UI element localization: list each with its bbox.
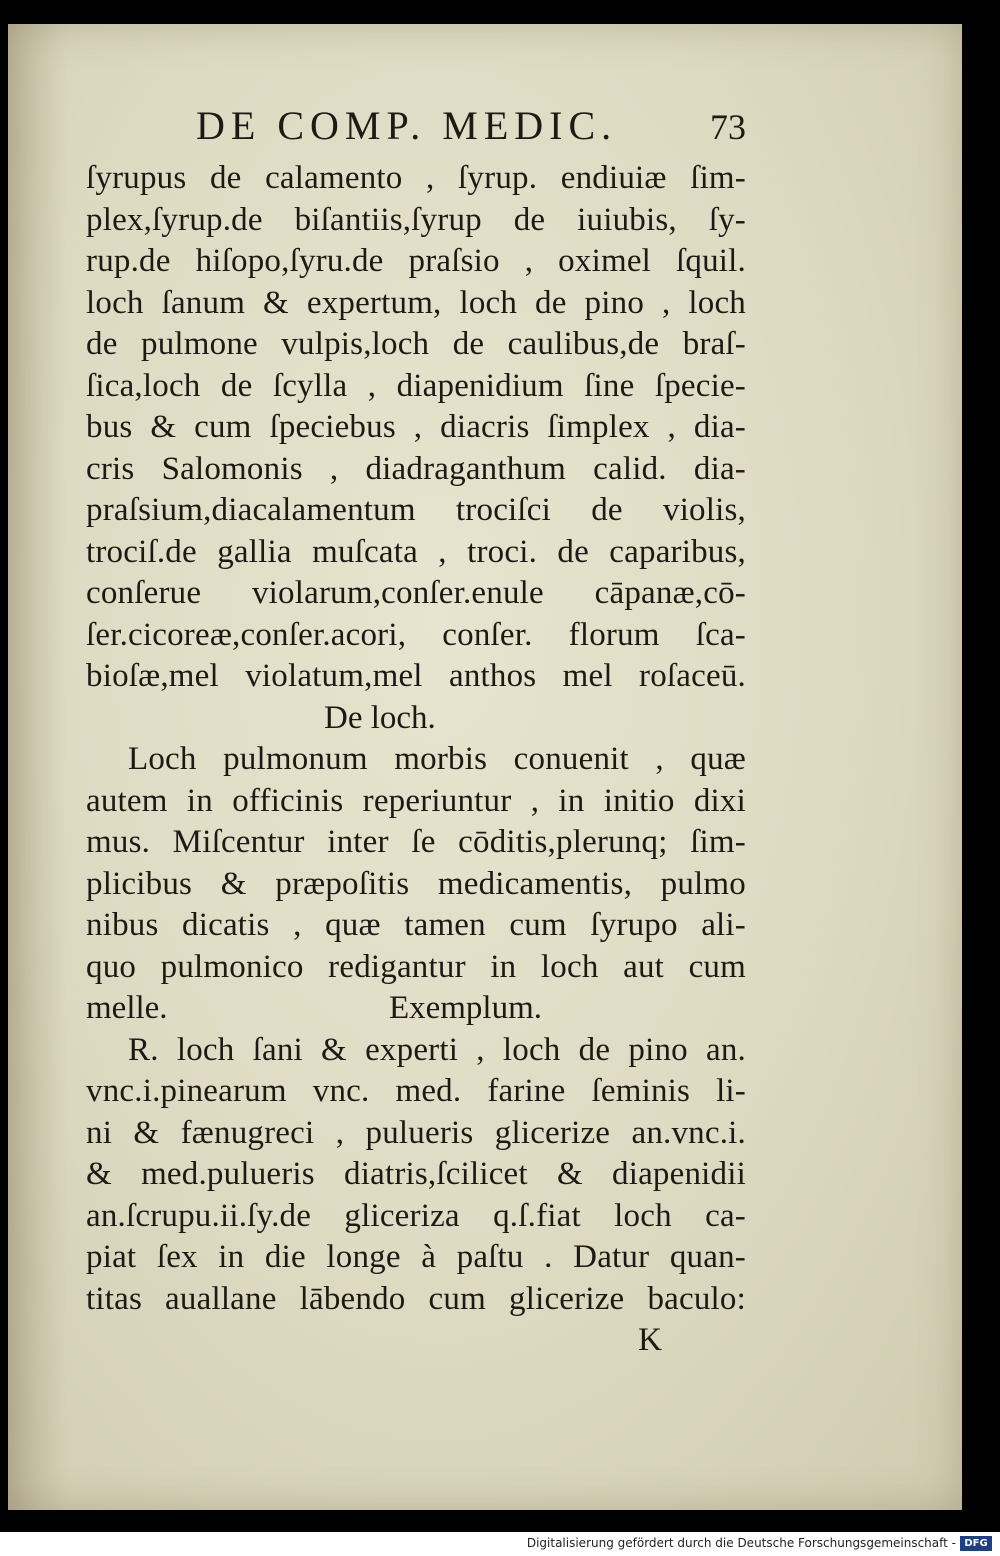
running-head: [86, 102, 746, 158]
text-line: ſer.cicoreæ,conſer.acori, conſer. florum ſca-: [86, 616, 746, 653]
gutter-shadow: [8, 24, 68, 1510]
text-line: Loch pulmonum morbis conuenit , quæ: [128, 741, 746, 777]
section-heading-exemplum: Exemplum.: [388, 990, 542, 1026]
page-number: 73: [710, 107, 746, 147]
text-line-end: melle.: [86, 990, 168, 1026]
footer-credit: Digitalisierung gefördert durch die Deutsche Forschungsgemeinschaft -: [526, 1536, 956, 1550]
text-line: titas auallane lābendo cum glicerize baculo:: [86, 1280, 746, 1317]
text-line: trociſ.de gallia muſcata , troci. de caparibus,: [86, 533, 746, 570]
text-line: ſica,loch de ſcylla , diapenidium ſine ſpecie-: [86, 367, 746, 404]
footer-bar: [0, 1532, 1000, 1556]
text-line: plicibus & præpoſitis medicamentis, pulmo: [86, 865, 746, 902]
text-line: conſerue violarum,conſer.enule cāpanæ,cō-: [86, 575, 746, 611]
text-line: bus & cum ſpeciebus , diacris ſimplex , dia-: [86, 409, 746, 445]
section-heading-loch: De loch.: [324, 699, 436, 736]
text-line: nibus dicatis , quæ tamen cum ſyrupo ali-: [86, 907, 746, 943]
text-line: rup.de hiſopo,ſyru.de praſsio , oximel ſquil.: [86, 243, 746, 279]
text-line: de pulmone vulpis,loch de caulibus,de braſ-: [86, 326, 746, 362]
signature-mark: K: [638, 1322, 662, 1358]
text-line: bioſæ,mel violatum,mel anthos mel roſaceū.: [86, 658, 746, 694]
text-line-with-heading: [86, 988, 746, 1030]
text-line: cris Salomonis , diadraganthum calid. dia-: [86, 450, 746, 487]
book-page: [8, 24, 962, 1510]
text-line: autem in officinis reperiuntur , in initio dixi: [86, 782, 746, 819]
text-line: quo pulmonico redigantur in loch aut cum: [86, 948, 746, 985]
text-line: praſsium,diacalamentum trociſci de violis,: [86, 492, 746, 528]
text-line: loch ſanum & expertum, loch de pino , loch: [86, 284, 746, 321]
text-line: R. loch ſani & experti , loch de pino an.: [128, 1031, 746, 1068]
dfg-logo-icon: DFG: [960, 1536, 992, 1551]
text-line: piat ſex in die longe à paſtu . Datur quan-: [86, 1239, 746, 1275]
text-line: an.ſcrupu.ii.ſy.de gliceriza q.ſ.fiat loch ca-: [86, 1197, 746, 1234]
text-line: vnc.i.pinearum vnc. med. farine ſeminis li-: [86, 1073, 746, 1109]
running-title: DE COMP. MEDIC.: [196, 103, 618, 148]
text-line: plex,ſyrup.de biſantiis,ſyrup de iuiubis, ſy-: [86, 201, 746, 238]
text-line: mus. Miſcentur inter ſe cōditis,plerunq; ſim-: [86, 824, 746, 860]
text-line: & med.pulueris diatris,ſcilicet & diapenidii: [86, 1156, 746, 1192]
text-line: ſyrupus de calamento , ſyrup. endiuiæ ſim-: [86, 160, 746, 196]
text-line: ni & fænugreci , pulueris glicerize an.vnc.i.: [86, 1114, 746, 1151]
page-text-block: [86, 102, 746, 1362]
